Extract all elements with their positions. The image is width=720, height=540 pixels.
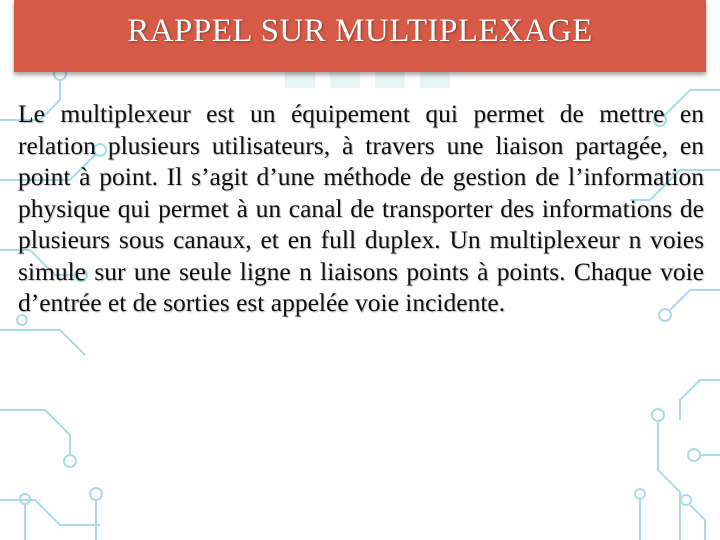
body-paragraph: Le multiplexeur est un équipement qui permet de mettre en relation plusieurs utilisateurs, à travers une liaison partagée, en point à point. Il s’agit d’une méthode de gestion de l’information physique qui permet à un canal de transporter des informations de plusieurs sous canaux, et en full duplex. Un multiplexeur n voies simule sur une seule ligne n liaisons points à points. Chaque voie d’entrée et de sorties est appelée voie incidente. <box>18 99 704 317</box>
slide-title: RAPPEL SUR MULTIPLEXAGE <box>127 12 593 49</box>
title-bar <box>14 0 706 72</box>
